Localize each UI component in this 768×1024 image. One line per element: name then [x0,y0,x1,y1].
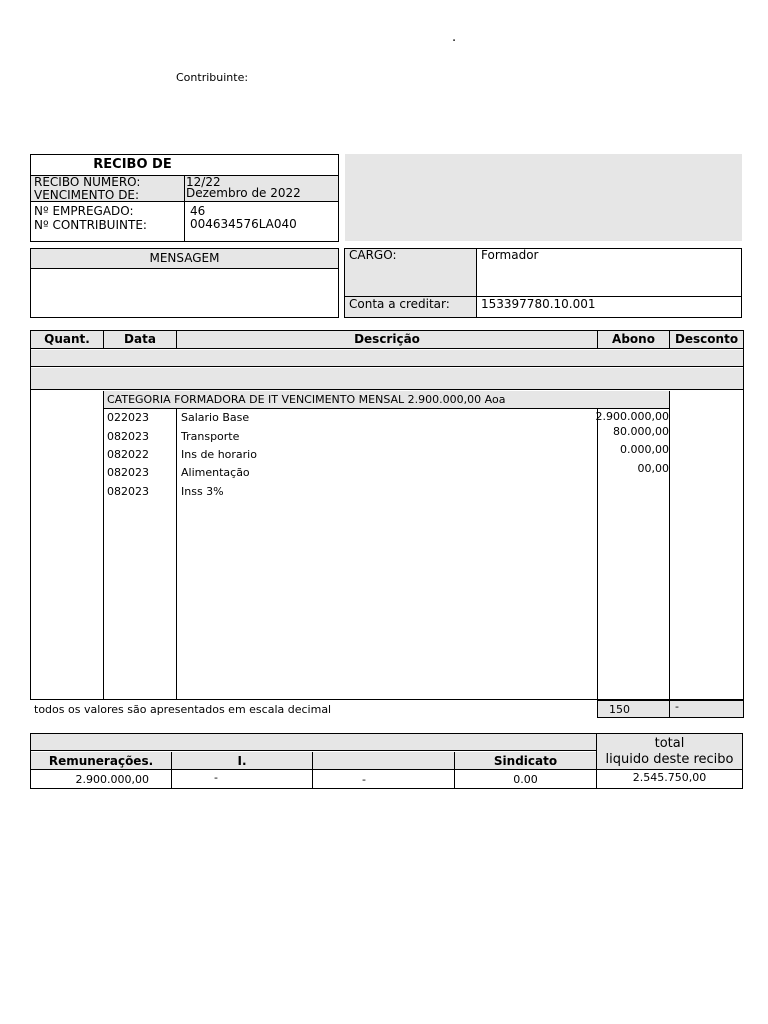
header-descricao: Descrição [354,332,420,346]
row-abono: 2.900.000,00 [595,410,669,423]
row-descricao: Inss 3% [181,485,224,498]
total-label-1: total [654,736,685,751]
summary-value-i: - [214,771,218,784]
body-col-line [669,391,670,700]
mensagem-title: MENSAGEM [31,249,338,269]
summary-col-line [312,752,313,788]
empregado-value: 46 [190,204,206,218]
conta-label: Conta a creditar: [349,297,450,311]
footer-note: todos os valores são apresentados em escala decimal [34,703,332,716]
company-panel [345,154,742,241]
row-descricao: Ins de horario [181,448,257,461]
summary-value-sindicato: 0.00 [513,773,538,786]
recibo-numero-value: 12/22 [186,175,221,189]
row-data: 082023 [107,466,149,479]
vencimento-label: VENCIMENTO DE: [34,188,140,202]
header-col-line [597,331,598,349]
gray-band [31,350,743,367]
contribuinte-num-value: 004634576LA040 [190,217,297,231]
category-text: CATEGORIA FORMADORA DE IT VENCIMENTO MENSAL 2.900.000,00 Aoa [107,393,506,406]
row-descricao: Alimentação [181,466,250,479]
summary-header-sindicato: Sindicato [493,754,558,768]
cargo-label: CARGO: [349,248,397,262]
contribuinte-num-label: Nº CONTRIBUINTE: [34,218,147,232]
contribuinte-label: Contribuinte: [176,71,249,84]
recibo-divider [184,175,185,241]
conta-value: 153397780.10.001 [481,297,596,311]
vencimento-value: Dezembro de 2022 [186,186,301,200]
row-descricao: Salario Base [181,411,250,424]
header-desconto: Desconto [674,332,739,346]
summary-header-i: I. [237,754,247,768]
row-data: 082023 [107,485,149,498]
row-descricao: Transporte [181,430,240,443]
row-abono: 80.000,00 [613,425,669,438]
recibo-numero-label: RECIBO NUMERO: [34,175,141,189]
total-value: 2.545.750,00 [632,771,707,784]
footer-desconto: - [669,700,744,718]
row-data: 082022 [107,448,149,461]
row-abono: 0.000,00 [620,443,669,456]
header-col-line [103,331,104,349]
body-col-line [176,409,177,700]
recibo-title: RECIBO DE [93,157,172,172]
row-data: 082023 [107,430,149,443]
summary-value-remuneracoes: 2.900.000,00 [75,773,149,786]
row-data: 022023 [107,411,149,424]
header-col-line [669,331,670,349]
header-quant: Quant. [44,332,90,346]
header-data: Data [124,332,156,346]
cargo-divider [476,249,477,317]
header-dot: . [452,30,457,45]
summary-value-blank: - [362,773,366,786]
summary-header-remuneracoes: Remunerações. [48,754,154,768]
footer-abono: 150 [597,700,670,718]
body-col-line [103,391,104,700]
header-col-line [176,331,177,349]
total-label-2: liquido deste recibo [605,752,734,767]
empregado-label: Nº EMPREGADO: [34,204,134,218]
cargo-value: Formador [481,248,539,262]
gray-band [31,368,743,390]
header-abono: Abono [612,332,655,346]
row-abono: 00,00 [637,462,669,475]
summary-top-band [31,734,596,751]
